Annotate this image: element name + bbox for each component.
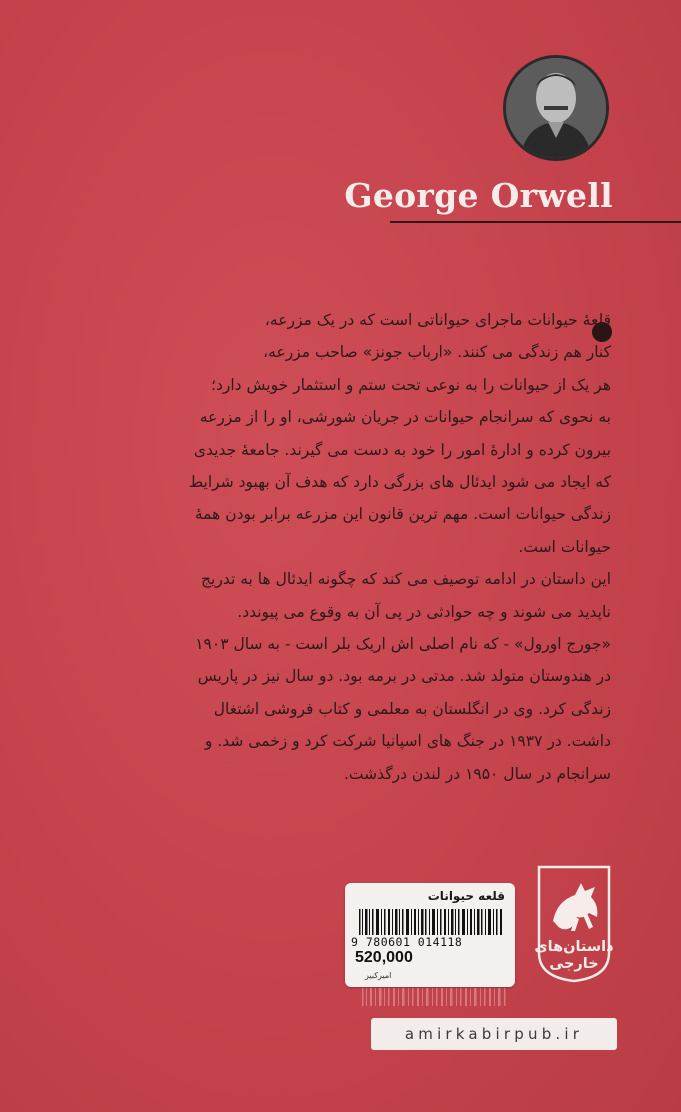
blurb-line: زندگی کرد. وی در انگلستان به معلمی و کتاب فروشی اشتغال bbox=[213, 699, 611, 718]
series-name bbox=[531, 939, 617, 973]
blurb-line: ناپدید می شوند و چه حوادثی در پی آن به وقوع می پیوندد. bbox=[237, 602, 611, 621]
series-logo bbox=[531, 861, 617, 983]
blurb-line: که ایجاد می شود ایدئال های بزرگی دارد که هدف آن بهبود شرایط bbox=[188, 473, 611, 492]
blurb-text bbox=[151, 304, 611, 790]
blurb-line: «جورج اورول» - که نام اصلی اش اریک بلر است - به سال ۱۹۰۳ bbox=[195, 635, 611, 654]
blurb-line: حیوانات است. bbox=[518, 537, 611, 556]
author-name: George Orwell bbox=[344, 176, 613, 215]
blurb-line: به نحوی که سرانجام حیوانات در جریان شورشی، او را از مزرعه bbox=[199, 408, 611, 427]
blurb-line: قلعهٔ حیوانات ماجرای حیواناتی است که در یک مزرعه، bbox=[264, 311, 611, 329]
series-name-line: خارجی bbox=[549, 956, 599, 972]
blurb-line: زندگی حیوانات است. مهم ترین قانون این مزرعه برابر بودن همهٔ bbox=[194, 505, 611, 524]
blurb-line: در هندوستان متولد شد. مدتی در برمه بود. دو سال نیز در پاریس bbox=[197, 667, 611, 686]
blurb-line: هر یک از حیوانات را به نوعی تحت ستم و استثمار خویش دارد؛ bbox=[211, 375, 611, 394]
faded-barcode-icon bbox=[360, 988, 510, 1006]
author-portrait bbox=[503, 55, 609, 161]
price-label: 520,000 bbox=[355, 949, 413, 966]
blurb-line: کنار هم زندگی می کنند. «ارباب جونز» صاحب مزرعه، bbox=[263, 343, 611, 362]
sticker-note: امیرکبیر bbox=[365, 971, 392, 980]
sticker-title: قلعه حیوانات bbox=[427, 889, 505, 903]
blurb-line: این داستان در ادامه توصیف می کند که چگونه ایدئال ها به تدریج bbox=[201, 570, 611, 589]
publisher-url: amirkabirpub.ir bbox=[404, 1025, 584, 1043]
series-name-line: داستان‌های bbox=[534, 939, 614, 955]
publisher-url-box bbox=[371, 1018, 617, 1050]
price-sticker bbox=[345, 883, 515, 987]
blurb-line: سرانجام در سال ۱۹۵۰ در لندن درگذشت. bbox=[343, 764, 611, 783]
barcode-icon bbox=[357, 909, 505, 935]
author-underline bbox=[390, 221, 681, 223]
isbn-number: 9 780601 014118 bbox=[351, 935, 463, 949]
blurb-line: داشت. در ۱۹۳۷ در جنگ های اسپانیا شرکت کرد و زخمی شد. و bbox=[204, 732, 611, 751]
blurb-line: بیرون کرده و ادارهٔ امور را خود به دست می گیرند. جامعهٔ جدیدی bbox=[193, 440, 611, 459]
